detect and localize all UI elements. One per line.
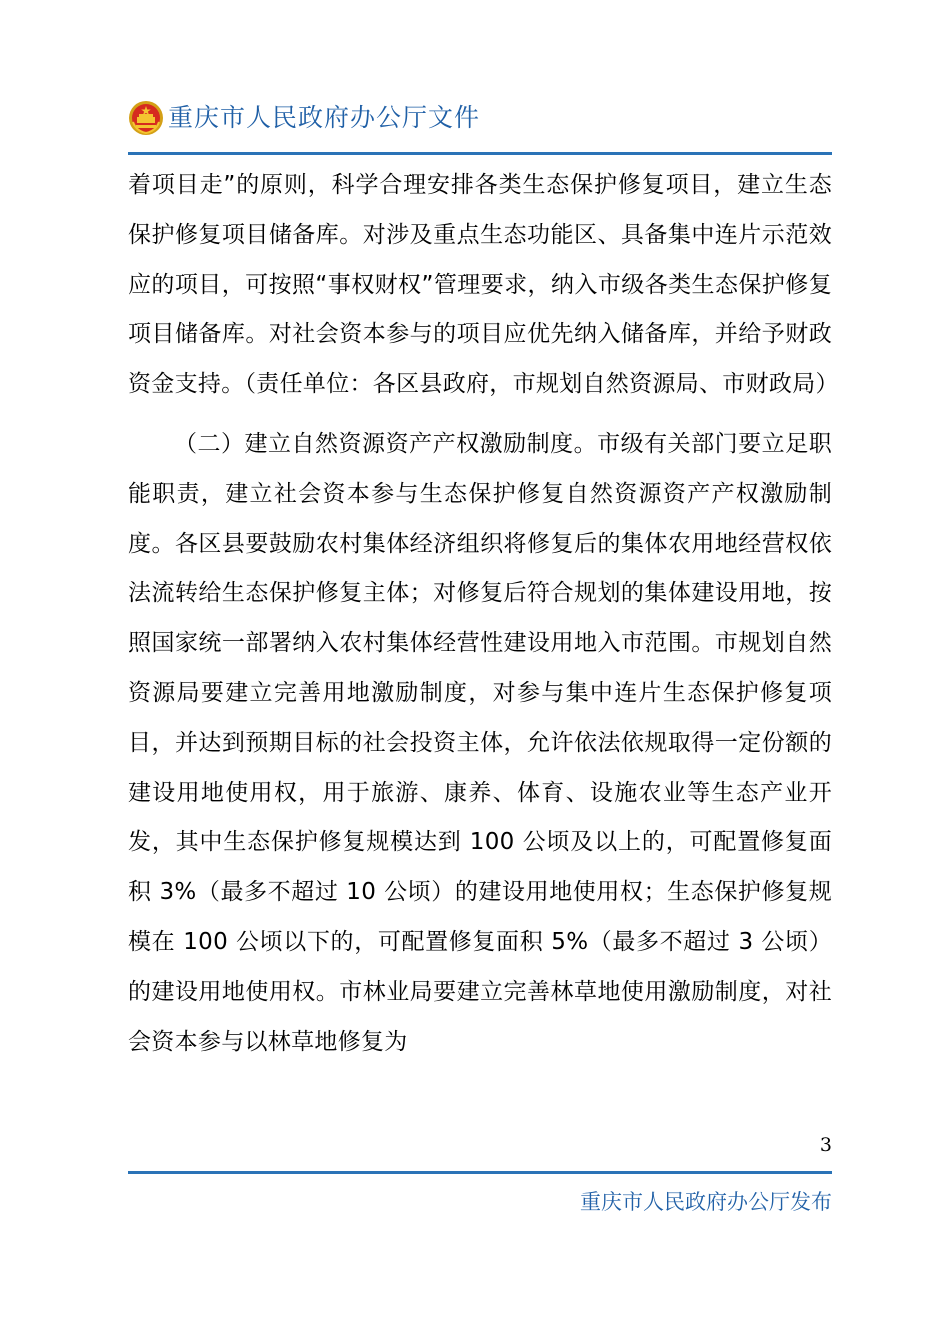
- header-title: 重庆市人民政府办公厅文件: [168, 103, 481, 132]
- document-header: [128, 98, 832, 144]
- body-paragraph: 着项目走”的原则，科学合理安排各类生态保护修复项目，建立生态保护修复项目储备库。对涉及重点生态功能区、具备集中连片示范效应的项目，可按照“事权财权”管理要求，纳入市级各类生态保护修复项目储备库。对社会资本参与的项目应优先纳入储备库，并给予财政资金支持。（责任单位：各区县政府，市规划自然资源局、市财政局）: [128, 172, 839, 398]
- footer-divider: [128, 1171, 832, 1174]
- header-divider: [128, 152, 832, 155]
- national-emblem-icon: [128, 100, 164, 136]
- document-body: [128, 161, 839, 1067]
- footer-publisher: 重庆市人民政府办公厅发布: [580, 1190, 832, 1214]
- page-number: 3: [819, 1134, 832, 1156]
- body-paragraph: （二）建立自然资源资产产权激励制度。市级有关部门要立足职能职责，建立社会资本参与生态保护修复自然资源资产产权激励制度。各区县要鼓励农村集体经济组织将修复后的集体农用地经营权依法流转给生态保护修复主体；对修复后符合规划的集体建设用地，按照国家统一部署纳入农村集体经营性建设用地入市范围。市规划自然资源局要建立完善用地激励制度，对参与集中连片生态保护修复项目，并达到预期目标的社会投资主体，允许依法依规取得一定份额的建设用地使用权，用于旅游、康养、体育、设施农业等生态产业开发，其中生态保护修复规模达到 100 公顷及以上的，可配置修复面积 3%（最多不超过 10 公顷）的建设用地使用权；生态保护修复规模在 100 公顷以下的，可配置修复面积 5%（最多不超过 3 公顷）的建设用地使用权。市林业局要建立完善林草地使用激励制度，对社会资本参与以林草地修复为: [128, 430, 832, 1055]
